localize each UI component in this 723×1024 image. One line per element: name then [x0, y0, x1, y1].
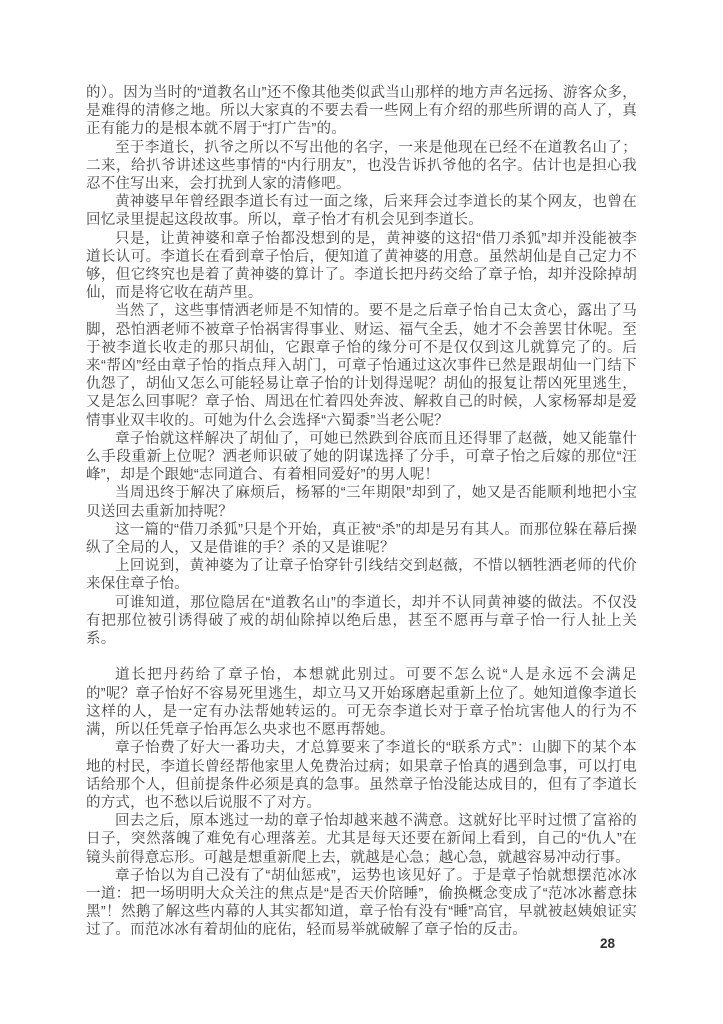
- paragraph: 至于李道长，扒爷之所以不写出他的名字，一来是他现在已经不在道教名山了；二来，给扒爷讲述这些事情的“内行朋友”，也没告诉扒爷他的名字。估计也是担心我忍不住写出来，会打扰到人家的清修吧。: [86, 139, 637, 193]
- paragraph: 可谁知道，那位隐居在“道教名山”的李道长，却并不认同黄神婆的做法。不仅没有把那位被引诱得破了戒的胡仙除掉以绝后患，甚至不愿再与章子怡一行人扯上关系。: [86, 594, 637, 648]
- page-number: 28: [600, 936, 616, 951]
- paragraph: 的）。因为当时的“道教名山”还不像其他类似武当山那样的地方声名远扬、游客众多，是难得的清修之地。所以大家真的不要去看一些网上有介绍的那些所谓的高人了，真正有能力的是根本就不屑于“打广告”的。: [86, 85, 637, 138]
- paragraph: 当然了，这些事情洒老师是不知情的。要不是之后章子怡自己太贪心，露出了马脚，恐怕洒老师不被章子怡祸害得事业、财运、福气全丢，她才不会善罢甘休呢。至于被李道长收走的那只胡仙，它跟章子怡的缘分可不是仅仅到这儿就算完了的。后来“帮凶”经由章子怡的指点拜入胡门，可章子怡通过这次事件已然是跟胡仙一门结下仇怨了，胡仙又怎么可能轻易让章子怡的计划得逞呢？胡仙的报复让帮凶死里逃生，又是怎么回事呢？章子怡、周迅在忙着四处奔波、解救自己的时候，人家杨幂却是爱情事业双丰收的。可她为什么会选择“六蜀黍”当老公呢？: [86, 303, 637, 429]
- paragraph: 当周迅终于解决了麻烦后，杨幂的“三年期限”却到了，她又是否能顺利地把小宝贝送回去重新加持呢？: [86, 485, 637, 520]
- paragraph: 这一篇的“借刀杀狐”只是个开始，真正被“杀”的却是另有其人。而那位躲在幕后操纵了全局的人，又是借谁的手？杀的又是谁呢？: [86, 521, 637, 557]
- paragraph: 回去之后，原本逃过一劫的章子怡却越来越不满意。这就好比平时过惯了富裕的日子，突然落魄了难免有心理落差。尤其是每天还要在新闻上看到，自己的“仇人”在镜头前得意忘形。可越是想重新爬上去，就越是心急；越心急，就越容易冲动行事。: [86, 813, 637, 866]
- paragraph: 章子怡费了好大一番功夫，才总算要来了李道长的“联系方式”：山脚下的某个本地的村民，李道长曾经帮他家里人免费治过病；如果章子怡真的遇到急事，可以打电话给那个人，但前提条件必须是真的急事。虽然章子怡没能达成目的，但有了李道长的方式，也不愁以后说服不了对方。: [86, 740, 637, 811]
- paragraph: 道长把丹药给了章子怡，本想就此别过。可要不怎么说“人是永远不会满足的”呢？章子怡好不容易死里逃生，却立马又开始琢磨起重新上位了。她知道像李道长这样的人，是一定有办法帮她转运的。可无奈李道长对于章子怡坑害他人的行为不满，所以任凭章子怡再怎么央求也不愿再帮她。: [86, 667, 637, 739]
- paragraph: 章子怡就这样解决了胡仙了，可她已然跌到谷底而且还得罪了赵薇，她又能靠什么手段重新上位呢？洒老师识破了她的阴谋选择了分手，可章子怡之后嫁的那位“汪峰”，却是个跟她“志同道合、有着相同爱好”的男人呢！: [86, 430, 637, 484]
- paragraph: 上回说到，黄神婆为了让章子怡穿针引线结交到赵薇，不惜以牺牲洒老师的代价来保住章子怡。: [86, 558, 637, 593]
- paragraph: 黄神婆早年曾经跟李道长有过一面之缘，后来拜会过李道长的某个网友，也曾在回忆录里提起这段故事。所以，章子怡才有机会见到李道长。: [86, 194, 637, 229]
- paragraph: 章子怡以为自己没有了“胡仙惩戒”，运势也该见好了。于是章子怡就想摆范冰冰一道：把一场明明大众关注的焦点是“是否天价陪睡”，偷换概念变成了“范冰冰蓄意抹黑”！然鹅了解这些内幕的人其实都知道，章子怡有没有“睡”高官，早就被赵姨娘证实过了。而范冰冰有着胡仙的庇佑，轻而易举就破解了章子怡的反击。: [86, 867, 637, 939]
- paragraph: 只是，让黄神婆和章子怡都没想到的是，黄神婆的这招“借刀杀狐”却并没能被李道长认可。李道长在看到章子怡后，便知道了黄神婆的用意。虽然胡仙是自己定力不够，但它终究也是着了黄神婆的算计了。李道长把丹药交给了章子怡，却并没除掉胡仙，而是将它收在葫芦里。: [86, 230, 637, 302]
- body-text: [86, 84, 637, 940]
